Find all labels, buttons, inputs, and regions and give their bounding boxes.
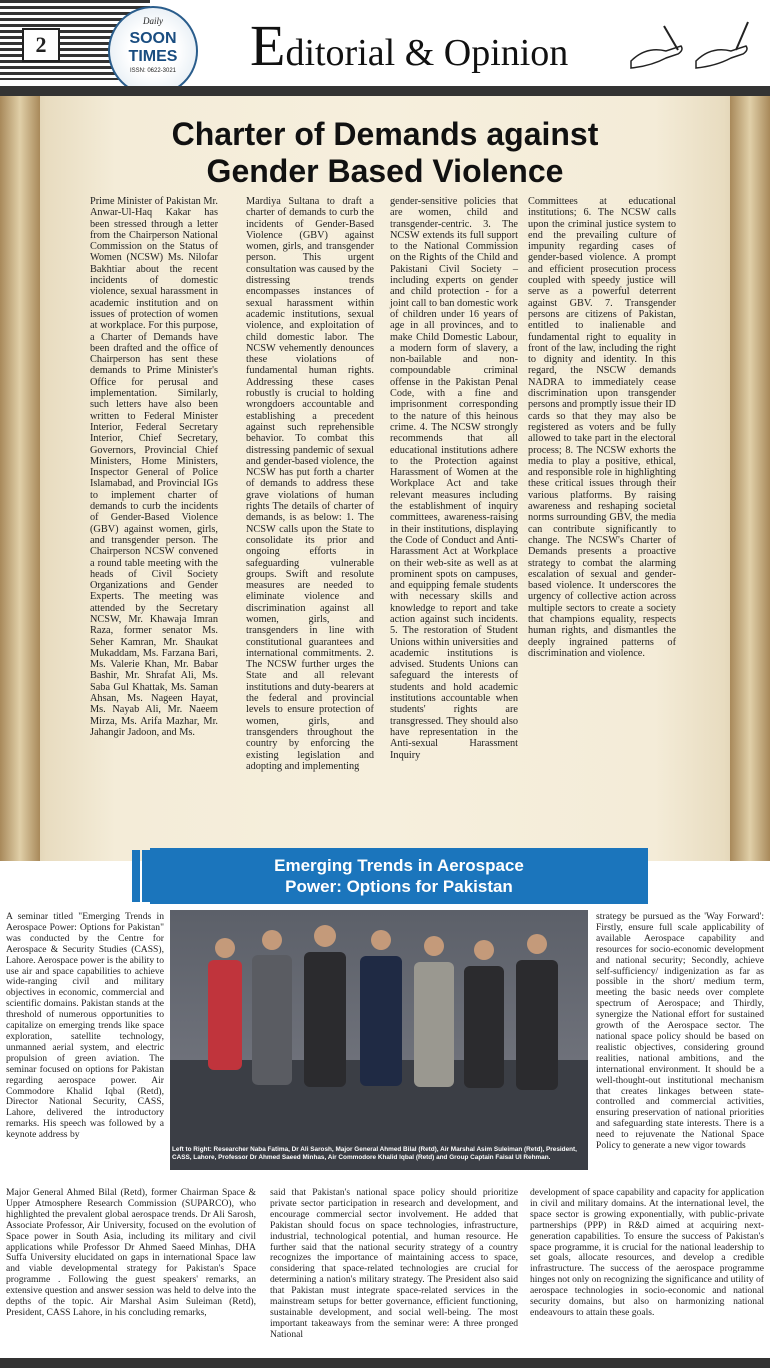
headline-line-2: Gender Based Violence xyxy=(206,153,564,189)
column-text: Major General Ahmed Bilal (Retd), former Chairman Space & Upper Atmosphere Research Commission (SUPARCO), who highlighted the prevalent global aerospace trends. Dr Ali Sarosh, Associate Professor, Air University, focused on the evolution of Space power in South Asia, including its military and civil applications while Professor Dr Ahmed Saeed Minhas, DHA Suffa University elucidated on gaps in international Space law and viable developmental strategy for Pakistan's Space programme . Following the guest speakers' remarks, an extensive question and answer session was held to delve into the depths of the topic. Air Marshal Asim Suleiman (Retd), President, CASS Lahore, in his concluding remarks, xyxy=(6,1187,256,1318)
aerospace-bottom-column-1 xyxy=(6,1188,256,1354)
header-rule xyxy=(0,86,770,96)
column-text: Mardiya Sultana to draft a charter of demands to curb the incidents of Gender-Based Violence (GBV) against women, girls, and transgender person. This urgent consultation was caused by the distressing trends encompasses instances of sexual harassment within academic institutions, sexual violence, and exploitation of child domestic labor. The NCSW vehemently denounces these violations of fundamental human rights. Addressing these cases robustly is crucial to holding wrongdoers accountable and establishing a precedent against such reprehensible behavior. To combat this distressing pandemic of sexual and gender-based violence, the NCSW has put forth a charter of demands to address these grave violations of human rights The details of charter of demands, is as below: 1. The NCSW calls upon the State to consolidate its prior and ongoing efforts in safeguarding vulnerable groups. Swift and resolute measures are needed to eliminate violence and discrimination against all women, girls, and transgenders in line with constitutional guarantees and international commitments. 2. The NCSW further urges the State and all relevant institutions and duty-bearers at the federal and provincial levels to ensure protection of women, girls, and transgenders throughout the country by enforcing the existing legislation and adopting and implementing xyxy=(246,196,374,772)
editorial-column-1 xyxy=(90,196,218,806)
scroll-roll-left xyxy=(0,96,40,861)
soon-times-logo xyxy=(108,6,198,96)
aerospace-right-column xyxy=(596,912,764,1184)
page-number: 2 xyxy=(22,28,60,62)
editorial-column-4 xyxy=(528,196,676,806)
photo-caption: Left to Right: Researcher Naba Fatima, Dr Ali Sarosh, Major General Ahmed Bilal (Retd), Air Marshal Asim Suleiman (Retd), President, CASS, Lahore, Professor Dr Ahmed Saeed Minhas, Air Commodore Khalid Iqbal (Retd) and Group Captain Faisal Ul Rehman. xyxy=(172,1146,577,1161)
section-initial: E xyxy=(250,13,286,78)
editorial-headline xyxy=(80,116,690,190)
column-text: strategy be pursued as the 'Way Forward': Firstly, ensure full scale applicability of available Aerospace capability and resources for socio-economic development and national security; Secondly, achieve self-sufficiency/ indigenization as far as possible in the short/ medium term, meeting the basic needs over complete spectrum of Aerospace; and Thirdly, synergize the National effort for sustained growth of the Aerospace sector. The national space policy should be based on realistic objectives, considering ground realities, national ambitions, and the international environment. It should be a well-thought-out institutional mechanism that creates linkages between state-controlled and commercial activities, ensuring preservation of national priorities and safeguarding state interests. There is a need to rejuvenate the National Space Policy to generate a new vigor towards xyxy=(596,911,764,1152)
banner-line-2: Power: Options for Pakistan xyxy=(285,877,513,896)
editorial-column-3 xyxy=(390,196,518,806)
column-text: development of space capability and capacity for application in civil and military domains. At the international level, the space sector is growing exponentially, with public-private partnerships (PPP) in R&D aimed at acquiring next-generation capabilities. To ensure the success of Pakistan's space programme, it is crucial for the national leadership to set goals, allocate resources, and develop a credible infrastructure. The success of the aerospace programme hinges not only on recognizing the significance and utility of aerospace technologies in socio-economic and national security domains, but also on harmonizing national endeavours to attain these goals. xyxy=(530,1187,764,1318)
aerospace-bottom-column-2 xyxy=(270,1188,518,1354)
people-illustration xyxy=(170,910,588,1170)
logo-daily: Daily xyxy=(143,16,163,26)
section-title xyxy=(250,12,568,79)
writing-hands-icon xyxy=(626,16,756,72)
column-text: said that Pakistan's national space policy should prioritize private sector participation in research and development, and encourage commercial sector involvement. He added that Pakistan should focus on space technologies, infrastructure, industrial, technological potential, and human resource. He further said that the national security strategy of a country recognizes the importance of maintaining access to space, considering that space-related technologies are crucial for determining a nation's military strategy. The President also said that Pakistan must integrate space-related services in the mainstream setups for better governance, efficient functioning, sustainable development, and social well-being. The most important takeaways from the seminar were: A three pronged National xyxy=(270,1187,518,1340)
banner-bar-left xyxy=(132,850,140,902)
section-rest: ditorial & Opinion xyxy=(285,32,569,74)
column-text: A seminar titled "Emerging Trends in Aerospace Power: Options for Pakistan" was conducted by the Centre for Aerospace & Security Studies (CASS), Lahore. Aerospace power is the ability to use air and space capabilities to achieve wide-ranging civil and military objectives in economic, commercial and scientific domains. Pakistan stands at the threshold of numerous opportunities to capitalize on emerging trends like space exploration, satellite technology, unmanned aerial system, and electric propulsion of green aviation. The seminar focused on options for Pakistan regarding aerospace power. Air Commodore Khalid Iqbal (Retd), Director National Security, CASS, Lahore, delivered the introductory remarks. His speech was followed by a keynote address by xyxy=(6,911,164,1141)
column-text: Prime Minister of Pakistan Mr. Anwar-Ul-Haq Kakar has been stressed through a letter from the Chairperson National Commission on the Status of Women (NCSW) Ms. Nilofar Bakhtiar about the recent incidents of domestic violence, sexual harassment in academic institution and on issues of protection of women at workplace. For this purpose, a Charter of Demands have been drafted and the office of Chairperson has sent these demands to Prime Minister's Office for perusal and implementation. Similarly, such letters have also been written to Federal Minister Interior, Federal Secretary Interior, Chief Secretary, Governors, Provincial Chief Ministers, Home Ministers, Inspector General of Police Islamabad, and Provincial IGs to implement charter of demands to curb the incidents of Gender-Based Violence (GBV) against women, girls, and transgender person. The Chairperson NCSW convened a round table meeting with the heads of Civil Society Organizations and Gender Experts. The meeting was attended by the Secretary NCSW, Mr. Khawaja Imran Raza, former senator Ms. Seher Kamran, Mr. Shaukat Mukaddam, Ms. Farzana Bari, Ms. Valerie Khan, Mr. Babar Bashir, Mr. Shrafat Ali, Ms. Saba Gul Khattak, Ms. Saman Ahsan, Ms. Nageen Hayat, Ms. Nayab Ali, Mr. Naeem Mirza, Ms. Arifa Mazhar, Mr. Jahangir Jadoon, and Ms. xyxy=(90,196,218,738)
column-text: gender-sensitive policies that are women, child and transgender-centric. 3. The NCSW extends its full support to the National Commission on the Rights of the Child and Pakistani Civil Society – including experts on gender and child protection - for a joint call to ban domestic work of children under 16 years of age in all provinces, and to make Child Domestic Labour, a modern form of slavery, a non-bailable and non-compoundable criminal offense in the Pakistan Penal Code, with a fine and imprisonment corresponding to the nature of this heinous crime. 4. The NCSW strongly recommends that all educational institutions adhere to the Protection against Harassment of Women at the Workplace Act and take relevant measures including the establishment of inquiry committees, awareness-raising in their institutions, displaying the Code of Conduct and Anti-Harassment Act at Workplace on their web-site as well as at prominent spots on campuses, and equipping female students with necessary skills and knowledge to report and take action against such incidents. 5. The restoration of Student Unions within universities and academic institutions is advised. Students Unions can safeguard the interests of students and hold academic institutions accountable when students' rights are transgressed. They should also have representation in the Anti-sexual Harassment Inquiry xyxy=(390,196,518,761)
aerospace-bottom-column-3 xyxy=(530,1188,764,1354)
logo-times: TIMES xyxy=(128,48,178,65)
editorial-column-2 xyxy=(246,196,374,806)
logo-issn: ISSN: 0622-3021 xyxy=(129,68,177,74)
masthead xyxy=(0,0,770,95)
aerospace-banner xyxy=(150,848,648,904)
footer-rule xyxy=(0,1358,770,1368)
banner-bar-right xyxy=(142,850,150,902)
logo-soon: SOON xyxy=(129,30,177,47)
aerospace-left-column xyxy=(6,912,164,1184)
banner-line-1: Emerging Trends in Aerospace xyxy=(274,856,524,875)
scroll-roll-right xyxy=(730,96,770,861)
column-text: Committees at educational institutions; 6. The NCSW calls upon the criminal justice system to end the prevailing culture of impunity regarding cases of gender-based violence. A prompt and efficient prosecution process coupled with speedy justice will serve as a powerful deterrent against GBV. 7. Transgender persons are citizens of Pakistan, entitled to inalienable and fundamental right to equality in front of the law, including the right to dignity and identity. In this regard, the NSCW demands NADRA to immediately cease discrimination upon transgender persons and promptly issue their ID cards so that they may also be registered as voters and be fully allowed to take part in the electoral process; 8. The NCSW exhorts the media to play a positive, ethical, and responsible role in highlighting these critical issues through their various platforms. By raising awareness and reshaping societal norms surrounding GBV, the media can contribute significantly to change. The NCSW's Charter of Demands presents a proactive strategy to combat the alarming escalation of sexual and gender-based violence. It underscores the urgency of collective action across multiple sectors to create a society that champions equality, respects human rights, and dismantles the deeply ingrained patterns of discrimination and violence. xyxy=(528,196,676,659)
seminar-group-photo xyxy=(170,910,588,1170)
headline-line-1: Charter of Demands against xyxy=(171,116,599,152)
